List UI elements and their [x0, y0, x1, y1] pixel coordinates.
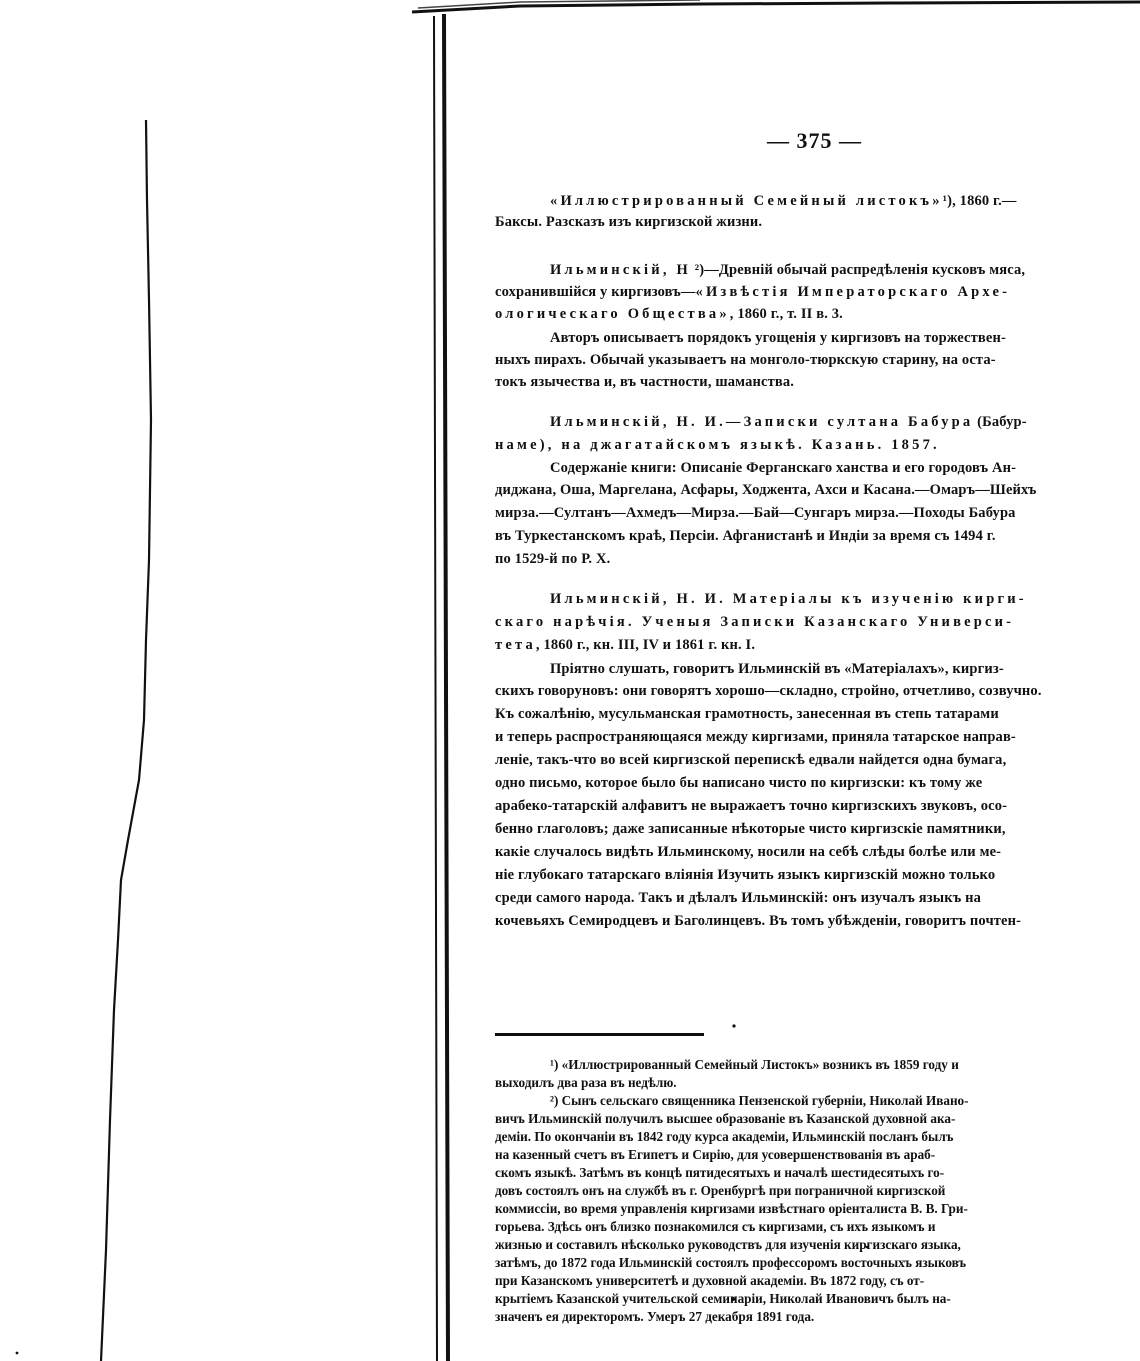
line-text: бенно глаголовъ; даже записанные нѣкоторые чисто киргизскіе памятники,	[495, 821, 1006, 837]
text-line	[495, 528, 996, 545]
footnote-line: вичъ Ильминскій получилъ высшее образованіе въ Казанской духовной ака-	[495, 1111, 956, 1126]
line-text: въ Туркестанскомъ краѣ, Персіи. Афганистанѣ и Индіи за время съ 1494 г.	[495, 528, 996, 544]
line-text: сохранившійся у киргизовъ—	[495, 284, 696, 300]
text-line	[495, 482, 1037, 499]
text-line	[550, 661, 1004, 678]
line-text: какіе случалось видѣть Ильминскому, носили на себѣ слѣды болѣе или ме-	[495, 844, 1002, 860]
text-line	[495, 505, 1016, 522]
footnote-line: выходилъ два раза въ недѣлю.	[495, 1075, 677, 1090]
text-line	[495, 637, 755, 654]
line-text: по 1529-й по Р. Х.	[495, 551, 611, 567]
stray-mark	[16, 1352, 19, 1355]
gutter-line-inner	[444, 14, 448, 1361]
footnote-line: деміи. По окончаніи въ 1842 году курса академіи, Ильминскій посланъ былъ	[495, 1129, 954, 1144]
page-text-area	[495, 0, 1140, 1361]
text-line	[495, 284, 1010, 301]
line-text: скихъ говоруновъ: они говорятъ хорошо—складно, стройно, отчетливо, созвучно.	[495, 683, 1042, 699]
text-line	[550, 460, 1016, 477]
text-line	[550, 591, 1027, 608]
line-text: одно письмо, которое было бы написано чисто по киргизски: къ тому же	[495, 775, 983, 791]
spaced-heading: тета	[495, 637, 536, 653]
line-text: диджана, Оша, Маргелана, Асфары, Ходжента, Ахси и Касана.—Омаръ—Шейхъ	[495, 482, 1037, 498]
line-text: арабеко-татарскій алфавитъ не выражаетъ точно киргизскихъ звуковъ, осо-	[495, 798, 1008, 814]
footnote-line: коммиссіи, во время управленія киргизами извѣстнаго оріенталиста В. В. Гри-	[495, 1201, 968, 1216]
footnote-line: жизнью и составилъ нѣсколько руководствъ для изученія киргизскаго языка,	[495, 1237, 961, 1252]
text-line	[495, 306, 843, 323]
line-text: ніе глубокаго татарскаго вліянія Изучить языкъ киргизскій можно только	[495, 867, 996, 883]
spaced-heading: «Извѣстія Императорскаго Архе-	[695, 284, 1011, 300]
text-line	[550, 262, 1025, 279]
text-line	[495, 706, 999, 723]
text-line	[495, 214, 762, 231]
text-line	[495, 844, 1001, 861]
text-line	[495, 890, 981, 907]
line-text: ²)—Древній обычай распредѣленія кусковъ мяса,	[690, 262, 1026, 278]
line-text: Пріятно слушать, говоритъ Ильминскій въ «Матеріалахъ», киргиз-	[550, 661, 1004, 677]
page-number: — 375 —	[767, 128, 862, 153]
spaced-heading: скаго нарѣчія. Ученыя Записки Казанскаго Универси-	[495, 614, 1015, 630]
footnote-line: ¹) «Иллюстрированный Семейный Листокъ» возникъ въ 1859 году и	[550, 1057, 959, 1072]
line-text: ¹), 1860 г.—	[942, 193, 1017, 209]
line-text: леніе, такъ-что во всей киргизской перепискѣ едвали найдется одна бумага,	[495, 752, 1007, 768]
line-text: Баксы. Разсказъ изъ киргизской жизни.	[495, 214, 763, 230]
line-text: и теперь распространяющаяся между киргизами, приняла татарское направ-	[495, 729, 1016, 745]
line-text: токъ язычества и, въ частности, шаманства.	[495, 374, 795, 390]
text-line	[550, 330, 1006, 347]
spaced-heading: Ильминскій, Н. И.—Записки султана Бабура	[550, 414, 974, 430]
line-text: (Бабур-	[973, 414, 1027, 430]
line-text: , 1860 г., кн. III, IV и 1861 г. кн. I.	[535, 637, 756, 653]
left-page-edge	[101, 120, 151, 1361]
footnote-line: на казенный счетъ въ Египетъ и Сирію, для усовершенствованія въ араб-	[495, 1147, 936, 1162]
text-line	[495, 352, 996, 369]
text-line	[495, 798, 1007, 815]
footnote-line: скомъ языкѣ. Затѣмъ въ концѣ пятидесятыхъ и началѣ шестидесятыхъ го-	[495, 1165, 945, 1180]
footnote-line: крытіемъ Казанской учительской семинаріи, Николай Ивановичъ былъ на-	[495, 1291, 951, 1306]
text-line	[550, 414, 1027, 431]
spaced-heading: Ильминскій, Н	[550, 262, 691, 278]
text-line	[495, 821, 1006, 838]
line-text: мирза.—Султанъ—Ахмедъ—Мирза.—Бай—Сунгаръ мирза.—Походы Бабура	[495, 505, 1016, 521]
line-text: ныхъ пирахъ. Обычай указываетъ на монголо-тюркскую старину, на оста-	[495, 352, 996, 368]
text-line	[495, 437, 940, 454]
footnote-line: затѣмъ, до 1872 года Ильминскій состоялъ профессоромъ восточныхъ языковъ	[495, 1255, 967, 1270]
text-line	[495, 913, 1021, 930]
footnote-line: горьева. Здѣсь онъ близко познакомился съ киргизами, съ ихъ языкомъ и	[495, 1219, 936, 1234]
text-line	[495, 551, 610, 568]
footnote-line: значенъ ея директоромъ. Умеръ 27 декабря 1891 года.	[495, 1309, 815, 1324]
line-text: среди самого народа. Такъ и дѣлалъ Ильминскій: онъ изучалъ языкъ на	[495, 890, 981, 906]
line-text: Авторъ описываетъ порядокъ угощенія у киргизовъ на торжествен-	[550, 330, 1006, 346]
footnote-line: ²) Сынъ сельскаго священника Пензенской губерніи, Николай Ивано-	[550, 1093, 969, 1108]
text-line	[495, 775, 982, 792]
line-text: кочевьяхъ Семиродцевъ и Баголинцевъ. Въ томъ убѣжденіи, говоритъ почтен-	[495, 913, 1022, 929]
spaced-heading: наме), на джагатайскомъ языкѣ. Казань. 1857.	[495, 437, 940, 453]
line-text: Содержаніе книги: Описаніе Ферганскаго ханства и его городовъ Ан-	[550, 460, 1017, 476]
line-text: Къ сожалѣнію, мусульманская грамотность, занесенная въ степь татарами	[495, 706, 999, 722]
text-line	[495, 752, 1006, 769]
text-line	[495, 683, 1042, 700]
text-line	[495, 614, 1014, 631]
text-line	[495, 729, 1016, 746]
gutter-line-outer	[434, 16, 437, 1361]
spaced-heading: «Иллюстрированный Семейный листокъ»	[550, 193, 943, 209]
text-line	[495, 867, 995, 884]
footnote-line: при Казанскомъ университетѣ и духовной академіи. Въ 1872 году, съ от-	[495, 1273, 925, 1288]
spaced-heading: ологическаго Общества»	[495, 306, 730, 322]
footnote-rule	[495, 1033, 704, 1036]
text-line	[550, 193, 1017, 210]
line-text: , 1860 г., т. II в. 3.	[729, 306, 843, 322]
spaced-heading: Ильминскій, Н. И. Матеріалы къ изученію кирги-	[550, 591, 1027, 607]
text-line	[495, 374, 794, 391]
footnote-line: довъ состоялъ онъ на службѣ въ г. Оренбургѣ при пограничной киргизской	[495, 1183, 946, 1198]
